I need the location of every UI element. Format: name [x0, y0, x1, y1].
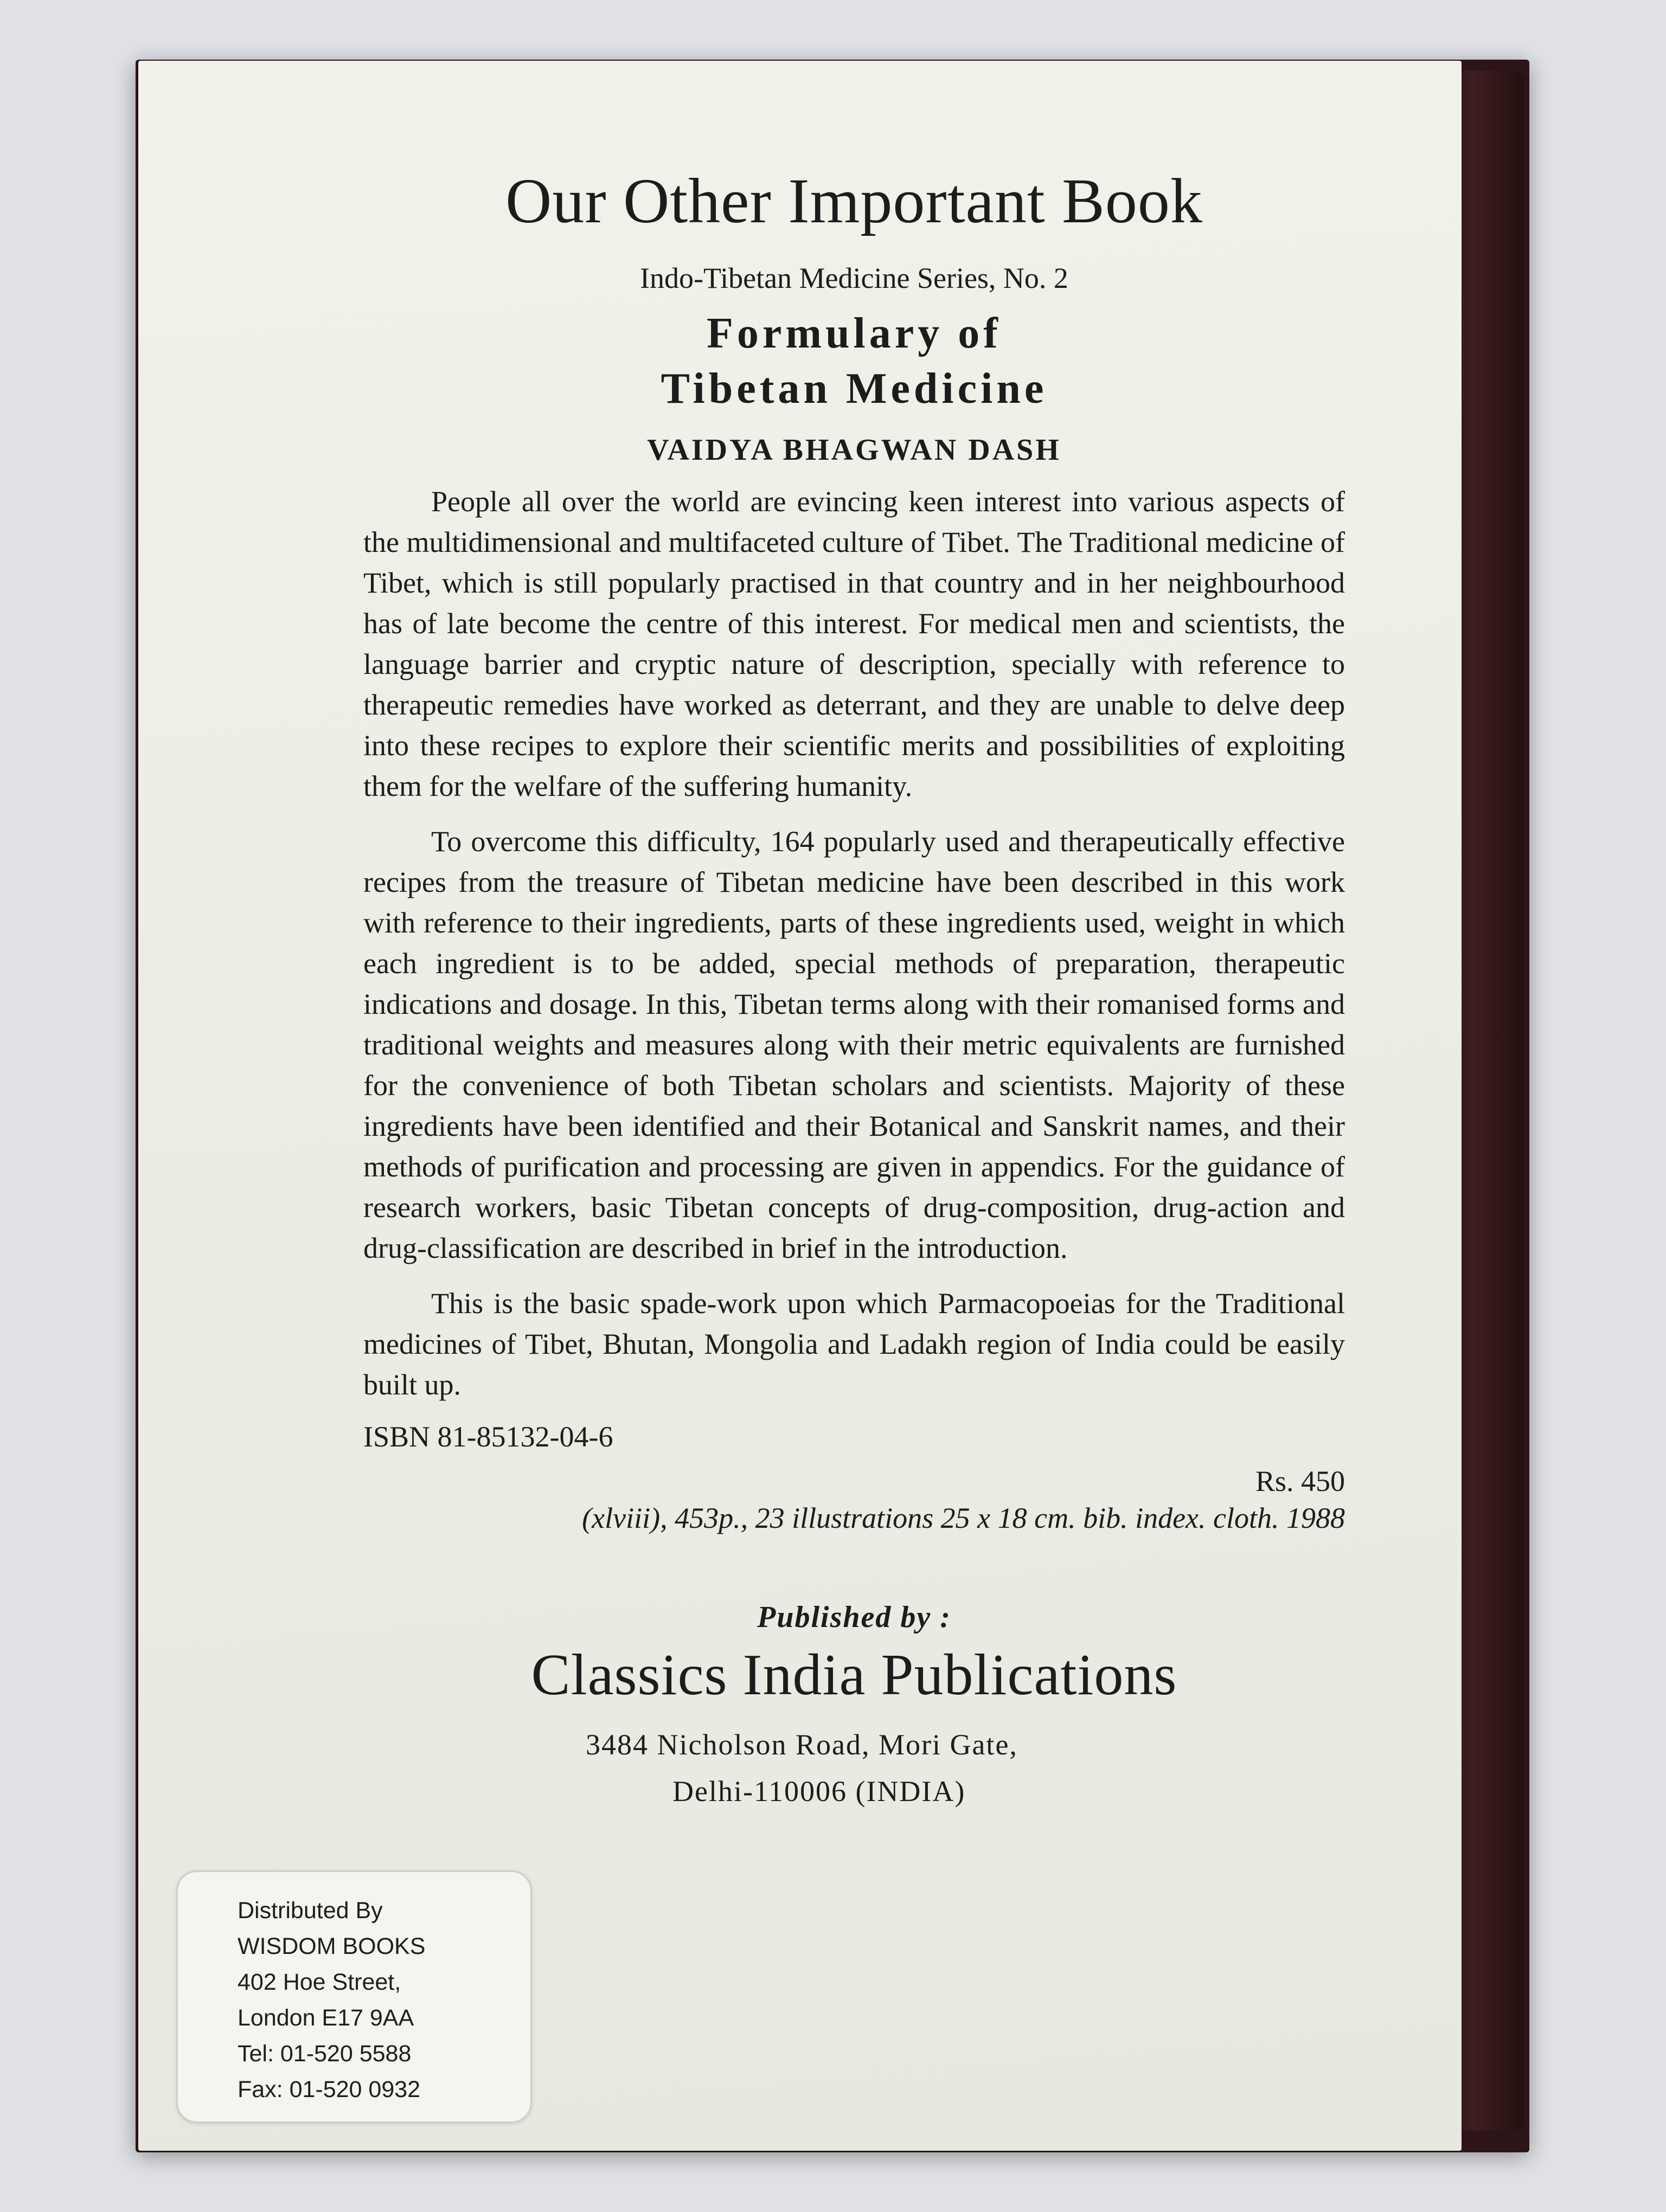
price: Rs. 450 [1255, 1465, 1345, 1498]
publisher-name: Classics India Publications [531, 1643, 1177, 1708]
description-paragraph-1: People all over the world are evincing keen interest into various aspects of the multidimensional and multifaceted culture of Tibet. The Traditional medicine of Tibet, which is still popularly practised in that country and in her neighbourhood has of late become the centre of this interest. For medical men and scientists, the language barrier and cryptic nature of description, specially with reference to therapeutic remedies have worked as deterrant, and they are unable to delve deep into these recipes to explore their scientific merits and possibilities of exploiting them for the welfare of the suffering humanity. [363, 485, 1345, 803]
sticker-line: Tel: 01-520 5588 [238, 2041, 412, 2067]
sticker-line: Fax: 01-520 0932 [238, 2076, 421, 2102]
publisher-address [363, 1721, 1345, 1815]
address-line-1: 3484 Nicholson Road, Mori Gate, [586, 1728, 1018, 1761]
sticker-text [238, 1893, 425, 2107]
isbn: ISBN 81-85132-04-6 [363, 1420, 613, 1454]
book-details: (xlviii), 453p., 23 illustrations 25 x 18 cm. bib. index. cloth. 1988 [582, 1502, 1345, 1535]
published-by-label: Published by : [757, 1600, 951, 1635]
description-paragraph-2: To overcome this difficulty, 164 popularly used and therapeutically effective recipes from the treasure of Tibetan medicine have been described in this work with reference to their ingredients, parts of these ingredients used, weight in which each ingredient is to be added, special methods of preparation, therapeutic indications and dosage. In this, Tibetan terms along with their romanised forms and traditional weights and measures along with their metric equivalents are furnished for the convenience of both Tibetan scholars and scientists. Majority of these ingredients have been identified and their Botanical and Sanskrit names, and their methods of purification and processing are given in appendics. For the guidance of research workers, basic Tibetan concepts of drug-composition, drug-action and drug-classification are described in brief in the introduction. [363, 825, 1345, 1265]
book-title-line-2: Tibetan Medicine [661, 364, 1048, 413]
series-label: Indo-Tibetan Medicine Series, No. 2 [640, 261, 1068, 294]
sticker-line: 402 Hoe Street, [238, 1969, 401, 1995]
book-title-line-1: Formulary of [707, 309, 1002, 357]
cover-heading: Our Other Important Book [505, 165, 1203, 236]
sticker-line: Distributed By [238, 1898, 383, 1924]
description-paragraph-3: This is the basic spade-work upon which Parmacopoeias for the Traditional medicines of Tibet, Bhutan, Mongolia and Ladakh region of India could be easily built up. [363, 1287, 1345, 1401]
book-title [363, 306, 1345, 417]
sticker-line: WISDOM BOOKS [238, 1933, 426, 1959]
address-line-2: Delhi-110006 (INDIA) [672, 1774, 966, 1808]
cover-content [363, 163, 1345, 1815]
author-name: VAIDYA BHAGWAN DASH [647, 433, 1061, 467]
sticker-line: London E17 9AA [238, 2005, 414, 2031]
distributor-sticker [176, 1870, 532, 2123]
